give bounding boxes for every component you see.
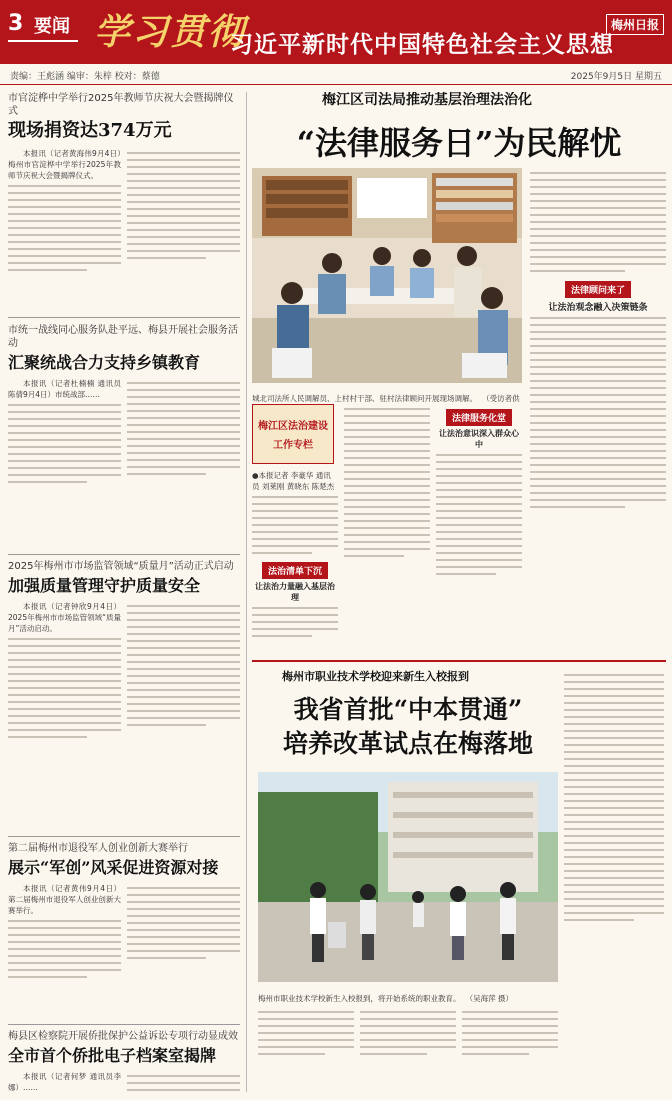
article-2-lead: 本报讯（记者杜楠楠 通讯员陈倩9月4日）市统战部…… xyxy=(8,379,121,400)
left-column xyxy=(8,92,240,1092)
column-divider xyxy=(246,92,247,1092)
brush-title: 学习贯彻 xyxy=(94,11,247,53)
second-title-1: 我省首批“中本贯通” xyxy=(293,695,523,724)
article-4-title: 展示“军创”风采促进资源对接 xyxy=(8,858,219,877)
article-2-kicker: 市统一战线同心服务队赴平远、梅县开展社会服务活动 xyxy=(8,325,238,349)
article-3-title: 加强质量管理守护质量安全 xyxy=(8,576,201,595)
article-2 xyxy=(8,324,240,488)
lead-photo-credit: （受访者供 xyxy=(482,394,520,403)
article-5 xyxy=(8,1030,240,1092)
column-badge xyxy=(252,404,334,464)
page-number: 3 xyxy=(8,11,24,36)
masthead-title: 习近平新时代中国特色社会主义思想 xyxy=(230,32,614,58)
info-bar xyxy=(0,64,672,85)
newspaper-logo: 梅州日报 xyxy=(606,14,664,35)
article-1-title: 现场捐资达374万元 xyxy=(8,120,172,141)
article-5-lead: 本报讯（记者何梦 通讯员李娜）…… xyxy=(8,1072,121,1092)
second-photo-caption: 梅州市职业技术学校新生入校报到，将开始系统的职业教育。 xyxy=(258,994,461,1003)
badge-line2: 工作专栏 xyxy=(273,440,313,451)
subhead-checklist: 法治清单下沉 xyxy=(262,562,328,579)
second-kicker: 梅州市职业技术学校迎来新生入校报到 xyxy=(282,670,469,683)
lead-byline: ●本报记者 李豪华 通讯员 刘莱刚 黄晓东 陈楚杰 xyxy=(252,471,335,491)
article-1-kicker: 市官淀桦中学举行2025年教师节庆祝大会暨揭牌仪式 xyxy=(8,93,234,117)
article-1 xyxy=(8,92,240,276)
subhead-service-hall: 法律服务化堂 xyxy=(446,409,512,426)
editor-credits: 责编：王彪涵 编审：朱梓 校对：蔡德 xyxy=(10,72,160,82)
article-5-title: 全市首个侨批电子档案室揭牌 xyxy=(8,1046,217,1065)
article-4-kicker: 第二届梅州市退役军人创业创新大赛举行 xyxy=(8,843,188,854)
article-1-lead: 本报讯（记者黄海伟9月4日）梅州市官淀桦中学举行2025年教师节庆祝大会暨揭牌仪式。 xyxy=(8,148,121,180)
masthead xyxy=(0,0,672,64)
subhead-legal-advisor: 法律顾问来了 xyxy=(565,281,631,298)
issue-date: 2025年9月5日 星期五 xyxy=(570,72,662,82)
article-3-kicker: 2025年梅州市市场监管领域“质量月”活动正式启动 xyxy=(8,561,234,572)
mediation-photo xyxy=(252,168,522,383)
second-story xyxy=(252,660,666,1094)
lead-photo xyxy=(252,168,522,383)
school-photo xyxy=(258,772,558,982)
lead-story xyxy=(252,92,666,652)
masthead-rule xyxy=(8,40,78,42)
article-2-title: 汇聚统战合力支持乡镇教育 xyxy=(8,353,201,372)
article-5-kicker: 梅县区检察院开展侨批保护公益诉讼专项行动显成效 xyxy=(8,1031,238,1042)
section-name: 要闻 xyxy=(34,16,70,37)
lead-kicker: 梅江区司法局推动基层治理法治化 xyxy=(322,92,532,108)
article-4-lead: 本报讯（记者黄伟9月4日）第二届梅州市退役军人创业创新大赛举行。 xyxy=(8,884,121,916)
subhead-legal-advisor-line: 让法治观念融入决策链条 xyxy=(548,303,648,313)
subhead-checklist-line: 让法治力量融入基层治理 xyxy=(255,582,335,602)
subhead-service-hall-line: 让法治意识深入群众心中 xyxy=(439,429,519,449)
second-photo xyxy=(258,772,558,982)
lead-photo-caption: 城北司法所人民调解员、上村村干部、驻村法律顾问开展现场调解。 xyxy=(252,394,477,403)
article-4 xyxy=(8,842,240,983)
second-photo-credit: （吴海萍 摄） xyxy=(465,994,513,1003)
lead-title: “法律服务日”为民解忧 xyxy=(296,124,622,162)
badge-line1: 梅江区法治建设 xyxy=(258,421,328,432)
article-3-lead: 本报讯（记者钟欣9月4日）2025年梅州市市场监管领域“质量月”活动启动。 xyxy=(8,602,121,634)
article-3 xyxy=(8,560,240,743)
second-title-2: 培养改革试点在梅落地 xyxy=(282,729,533,758)
